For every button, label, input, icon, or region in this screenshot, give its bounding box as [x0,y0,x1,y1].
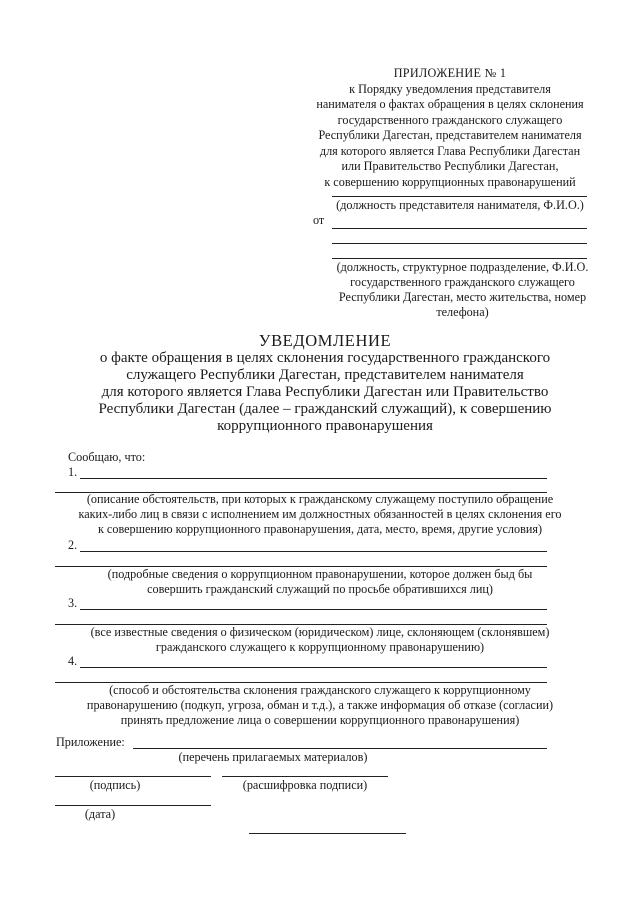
sender-caption [320,260,605,320]
note-line: принять предложение лица о совершении коррупционного правонарушения) [120,713,520,727]
signature-line [55,776,211,777]
appendix-line: для которого является Глава Республики Дагестан [319,143,581,158]
appendix-line: к совершению коррупционных правонарушений [324,174,576,189]
appendix-header [300,66,600,190]
document-subtitle [60,350,590,435]
signature-caption: (подпись) [89,778,141,792]
attachment-label: Приложение: [56,735,125,749]
note-line: (описание обстоятельств, при которых к гражданскому служащему поступило обращение [86,492,554,506]
appendix-title: ПРИЛОЖЕНИЕ № 1 [393,66,507,80]
note-line: (все известные сведения о физическом (юридическом) лице, склоняющем (склонявшем) [90,625,550,639]
note-line: каких-либо лиц в связи с исполнением им должностных обязанностей в целях склонения его [78,507,562,521]
item-1-note [40,492,600,537]
note-line: (способ и обстоятельства склонения гражданского служащего к коррупционному [109,683,531,697]
note-line: к совершению коррупционного правонарушения, дата, место, время, другие условия) [97,522,543,536]
item-2-line-1 [80,551,547,552]
subtitle-line: коррупционного правонарушения [217,418,433,434]
sender-line-3 [332,258,587,259]
attachment-line [133,748,547,749]
subtitle-line: для которого является Глава Республики Дагестан или Правительство [101,384,549,400]
item-4-note [40,683,600,728]
item-3-line-1 [80,609,547,610]
item-2-note [40,567,600,597]
sender-caption-line: (должность, структурное подразделение, Ф.И.О. [336,260,589,274]
item-number: 3. [68,596,78,610]
appendix-line: к Порядку уведомления представителя [349,81,551,96]
appendix-line: нанимателя о фактах обращения в целях склонения [316,97,584,111]
item-3-note [40,625,600,655]
intro-text: Сообщаю, что: [68,450,146,464]
decoding-caption: (расшифровка подписи) [242,778,368,792]
note-line: гражданского служащего к коррупционному правонарушению) [155,640,485,654]
sender-line-2 [332,243,587,244]
appendix-line: Республики Дагестан, представителем нанимателя [318,128,582,142]
subtitle-line: о факте обращения в целях склонения государственного гражданского [99,350,551,366]
item-1-line-1 [80,478,547,479]
from-label: от [313,213,325,227]
note-line: правонарушению (подкуп, угроза, обман и т.д.), а также информация об отказе (согласии) [86,698,554,712]
note-line: совершить гражданский служащий по просьбе обратившихся лиц) [147,582,493,596]
subtitle-line: служащего Республики Дагестан, представителем нанимателя [126,367,524,383]
position-caption: (должность представителя нанимателя, Ф.И.О.) [336,198,584,212]
position-line [332,196,587,197]
appendix-line: или Правительство Республики Дагестан, [341,159,559,173]
document-title: УВЕДОМЛЕНИЕ [258,331,392,350]
item-4-line-1 [80,667,547,668]
attachment-caption: (перечень прилагаемых материалов) [178,750,368,764]
item-number: 1. [68,465,78,479]
sender-line-1 [332,228,587,229]
decoding-line [222,776,388,777]
date-caption: (дата) [84,807,116,821]
item-number: 4. [68,654,78,668]
subtitle-line: Республики Дагестан (далее – гражданский служащий), к совершению [98,401,552,417]
sender-caption-line: телефона) [436,305,489,319]
sender-caption-line: государственного гражданского служащего [350,275,575,289]
appendix-line: государственного гражданского служащего [337,112,563,127]
note-line: (подробные сведения о коррупционном правонарушении, которое должен быд бы [107,567,533,581]
date-line [55,805,211,806]
item-number: 2. [68,538,78,552]
bottom-separator [249,833,406,834]
sender-caption-line: Республики Дагестан, место жительства, номер [338,290,587,304]
